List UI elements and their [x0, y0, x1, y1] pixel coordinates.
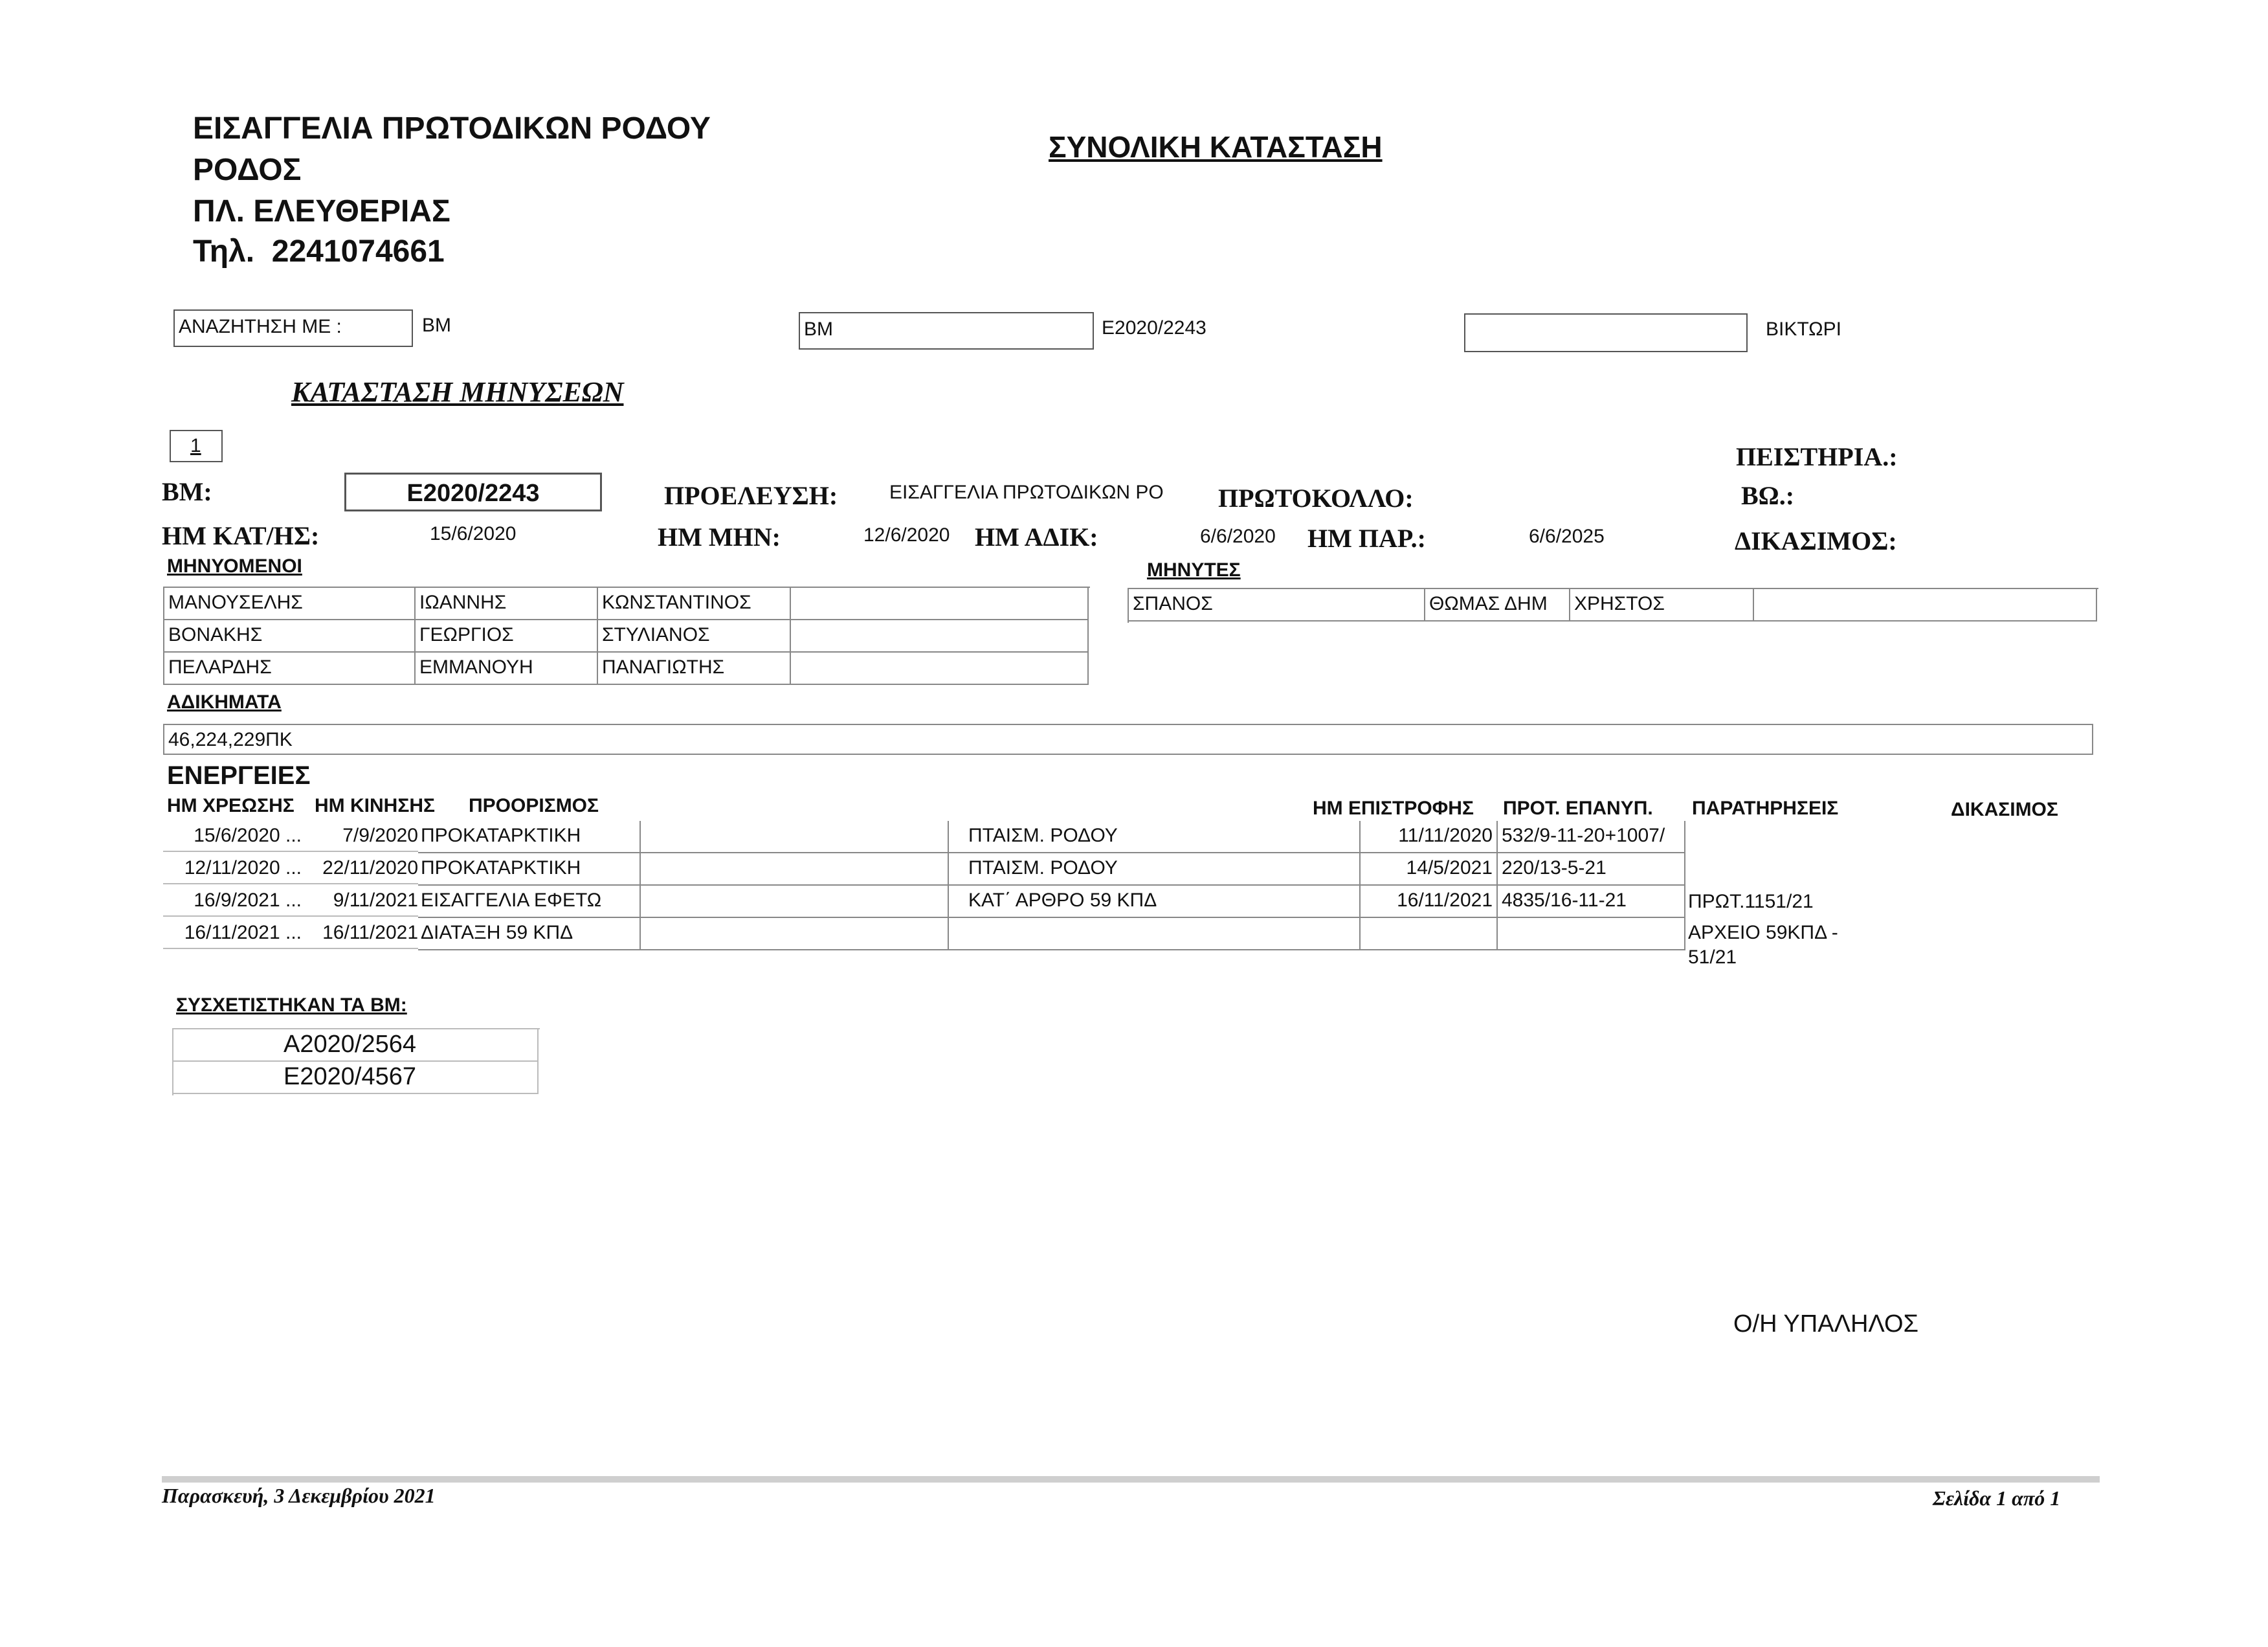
record-index: 1	[190, 435, 201, 456]
action-place: ΠΤΑΙΣΜ. ΡΟΔΟΥ	[949, 821, 1522, 853]
action-charge-date: 16/11/2021 ...	[163, 918, 302, 949]
search-field-type[interactable]	[799, 312, 1094, 350]
accused-firstname: ΓΕΩΡΓΙΟΣ	[416, 620, 598, 653]
search-label-box	[173, 309, 413, 347]
col-move-date: ΗΜ ΚΙΝΗΣΗΣ	[315, 795, 435, 816]
col-charge-date: ΗΜ ΧΡΕΩΣΗΣ	[167, 795, 295, 816]
accused-firstname: ΕΜΜΑΝΟΥΗ	[416, 653, 598, 685]
action-charge-date: 16/9/2021 ...	[163, 886, 302, 917]
action-reprot	[1498, 918, 1685, 950]
office-phone	[193, 232, 445, 272]
action-charge-date: 12/11/2020 ...	[163, 853, 302, 884]
action-move-date: 7/9/2020	[302, 821, 418, 852]
offense-date-label: ΗΜ ΑΔΙΚ:	[975, 522, 1098, 552]
bm-value-box	[344, 473, 602, 511]
accused-father: ΣΤΥΛΙΑΝΟΣ	[598, 620, 791, 653]
complainants-title: ΜΗΝΥΤΕΣ	[1147, 559, 1241, 581]
search-field-extra[interactable]	[1464, 313, 1748, 352]
office-city: ΡΟΔΟΣ	[193, 153, 302, 187]
action-notes-cont: 51/21	[1688, 947, 1737, 968]
col-hearing: ΔΙΚΑΣΙΜΟΣ	[1951, 799, 2058, 820]
col-reprot: ΠΡΟΤ. ΕΠΑΝΥΠ.	[1503, 798, 1653, 819]
action-extra	[641, 918, 949, 950]
action-reprot: 4835/16-11-21	[1498, 886, 1685, 918]
user-name: ΒΙΚΤΩΡΙ	[1766, 319, 1841, 340]
complainant-firstname: ΘΩΜΑΣ ΔΗΜ	[1425, 589, 1570, 622]
action-reprot: 220/13-5-21	[1498, 853, 1685, 886]
complaint-date-value: 12/6/2020	[863, 524, 950, 546]
offenses-box	[163, 724, 2093, 755]
action-destination: ΔΙΑΤΑΞΗ 59 ΚΠΔ	[418, 918, 641, 950]
col-destination: ΠΡΟΟΡΙΣΜΟΣ	[469, 795, 599, 816]
action-notes: ΑΡΧΕΙΟ 59ΚΠΔ -	[1688, 922, 1838, 943]
signature-label: Ο/Η ΥΠΑΛΗΛΟΣ	[1733, 1310, 1919, 1338]
action-move-date: 22/11/2020	[302, 853, 418, 884]
bm-value: Ε2020/2243	[406, 480, 540, 507]
phone-value: 2241074661	[271, 234, 445, 269]
footer-rule	[162, 1476, 2100, 1483]
action-return-date: 11/11/2020	[1359, 821, 1498, 853]
offenses-title: ΑΔΙΚΗΜΑΤΑ	[167, 691, 282, 713]
accused-father: ΚΩΝΣΤΑΝΤΙΝΟΣ	[598, 588, 791, 620]
action-move-date: 16/11/2021	[302, 918, 418, 949]
related-list	[172, 1028, 540, 1095]
accused-father: ΠΑΝΑΓΙΩΤΗΣ	[598, 653, 791, 685]
action-place: ΠΤΑΙΣΜ. ΡΟΔΟΥ	[949, 853, 1522, 886]
origin-label: ΠΡΟΕΛΕΥΣΗ:	[664, 481, 838, 510]
related-title: ΣΥΣΧΕΤΙΣΤΗΚΑΝ ΤΑ ΒΜ:	[176, 994, 407, 1016]
action-destination: ΠΡΟΚΑΤΑΡΚΤΙΚΗ	[418, 853, 641, 886]
search-type: ΒΜ	[422, 315, 451, 336]
complainant-surname: ΣΠΑΝΟΣ	[1129, 589, 1425, 622]
accused-table	[163, 587, 1090, 685]
footer-date: Παρασκευή, 3 Δεκεμβρίου 2021	[162, 1484, 436, 1507]
bo-label: ΒΩ.:	[1741, 481, 1795, 510]
action-return-date: 14/5/2021	[1359, 853, 1498, 886]
accused-surname: ΒΟΝΑΚΗΣ	[164, 620, 416, 653]
action-extra	[641, 886, 949, 918]
col-return-date: ΗΜ ΕΠΙΣΤΡΟΦΗΣ	[1313, 798, 1474, 819]
accused-firstname: ΙΩΑΝΝΗΣ	[416, 588, 598, 620]
action-notes: ΠΡΩΤ.1151/21	[1688, 891, 1814, 912]
action-reprot: 532/9-11-20+1007/	[1498, 821, 1685, 853]
origin-value: ΕΙΣΑΓΓΕΛΙΑ ΠΡΩΤΟΔΙΚΩΝ ΡΟ	[889, 482, 1164, 503]
footer-page-number: Σελίδα 1 από 1	[1933, 1486, 2061, 1510]
related-item: Ε2020/4567	[173, 1062, 539, 1094]
col-notes: ΠΑΡΑΤΗΡΗΣΕΙΣ	[1692, 798, 1839, 819]
accused-surname: ΜΑΝΟΥΣΕΛΗΣ	[164, 588, 416, 620]
action-return-date: 16/11/2021	[1359, 886, 1498, 918]
actions-title: ΕΝΕΡΓΕΙΕΣ	[167, 761, 311, 790]
evidence-label: ΠΕΙΣΤΗΡΙΑ.:	[1736, 442, 1898, 471]
related-item: Α2020/2564	[173, 1029, 539, 1062]
accused-extra	[791, 588, 1089, 620]
action-destination: ΠΡΟΚΑΤΑΡΚΤΙΚΗ	[418, 821, 641, 853]
accused-title: ΜΗΝΥΟΜΕΝΟΙ	[167, 555, 302, 577]
search-label: ΑΝΑΖΗΤΗΣΗ ΜΕ :	[179, 316, 342, 337]
complainant-extra	[1754, 589, 2097, 622]
actions-table	[163, 821, 1685, 950]
hearing-label: ΔΙΚΑΣΙΜΟΣ:	[1735, 526, 1897, 555]
search-field-type-value: ΒΜ	[804, 319, 833, 340]
action-extra	[641, 821, 949, 853]
record-index-box	[170, 430, 223, 462]
report-title: ΚΑΤΑΣΤΑΣΗ ΜΗΝΥΣΕΩΝ	[291, 376, 624, 408]
phone-label: Τηλ.	[193, 234, 255, 269]
offenses-value: 46,224,229ΠΚ	[168, 729, 293, 750]
reg-date-label: ΗΜ ΚΑΤ/ΗΣ:	[162, 521, 320, 550]
offense-date-value: 6/6/2020	[1200, 526, 1276, 547]
complainant-father: ΧΡΗΣΤΟΣ	[1570, 589, 1754, 622]
office-name: ΕΙΣΑΓΓΕΛΙΑ ΠΡΩΤΟΔΙΚΩΝ ΡΟΔΟΥ	[193, 111, 711, 146]
action-destination: ΕΙΣΑΓΓΕΛΙΑ ΕΦΕΤΩ	[418, 886, 641, 918]
protocol-label: ΠΡΩΤΟΚΟΛΛΟ:	[1218, 484, 1414, 513]
bm-label: ΒΜ:	[162, 477, 212, 506]
limitation-label: ΗΜ ΠΑΡ.:	[1307, 524, 1426, 553]
action-move-date: 9/11/2021	[302, 886, 418, 917]
complainants-table	[1128, 588, 2098, 623]
reg-date-value: 15/6/2020	[430, 523, 517, 544]
accused-surname: ΠΕΛΑΡΔΗΣ	[164, 653, 416, 685]
action-return-date	[1359, 918, 1498, 950]
page-title: ΣΥΝΟΛΙΚΗ ΚΑΤΑΣΤΑΣΗ	[1049, 130, 1383, 164]
action-place: ΚΑΤ΄ ΑΡΘΡΟ 59 ΚΠΔ	[949, 886, 1522, 918]
search-value: Ε2020/2243	[1102, 317, 1206, 339]
action-extra	[641, 853, 949, 886]
limitation-value: 6/6/2025	[1529, 526, 1605, 547]
accused-extra	[791, 620, 1089, 653]
action-charge-date: 15/6/2020 ...	[163, 821, 302, 852]
office-address: ΠΛ. ΕΛΕΥΘΕΡΙΑΣ	[193, 194, 450, 229]
complaint-date-label: ΗΜ ΜΗΝ:	[658, 522, 781, 552]
accused-extra	[791, 653, 1089, 685]
